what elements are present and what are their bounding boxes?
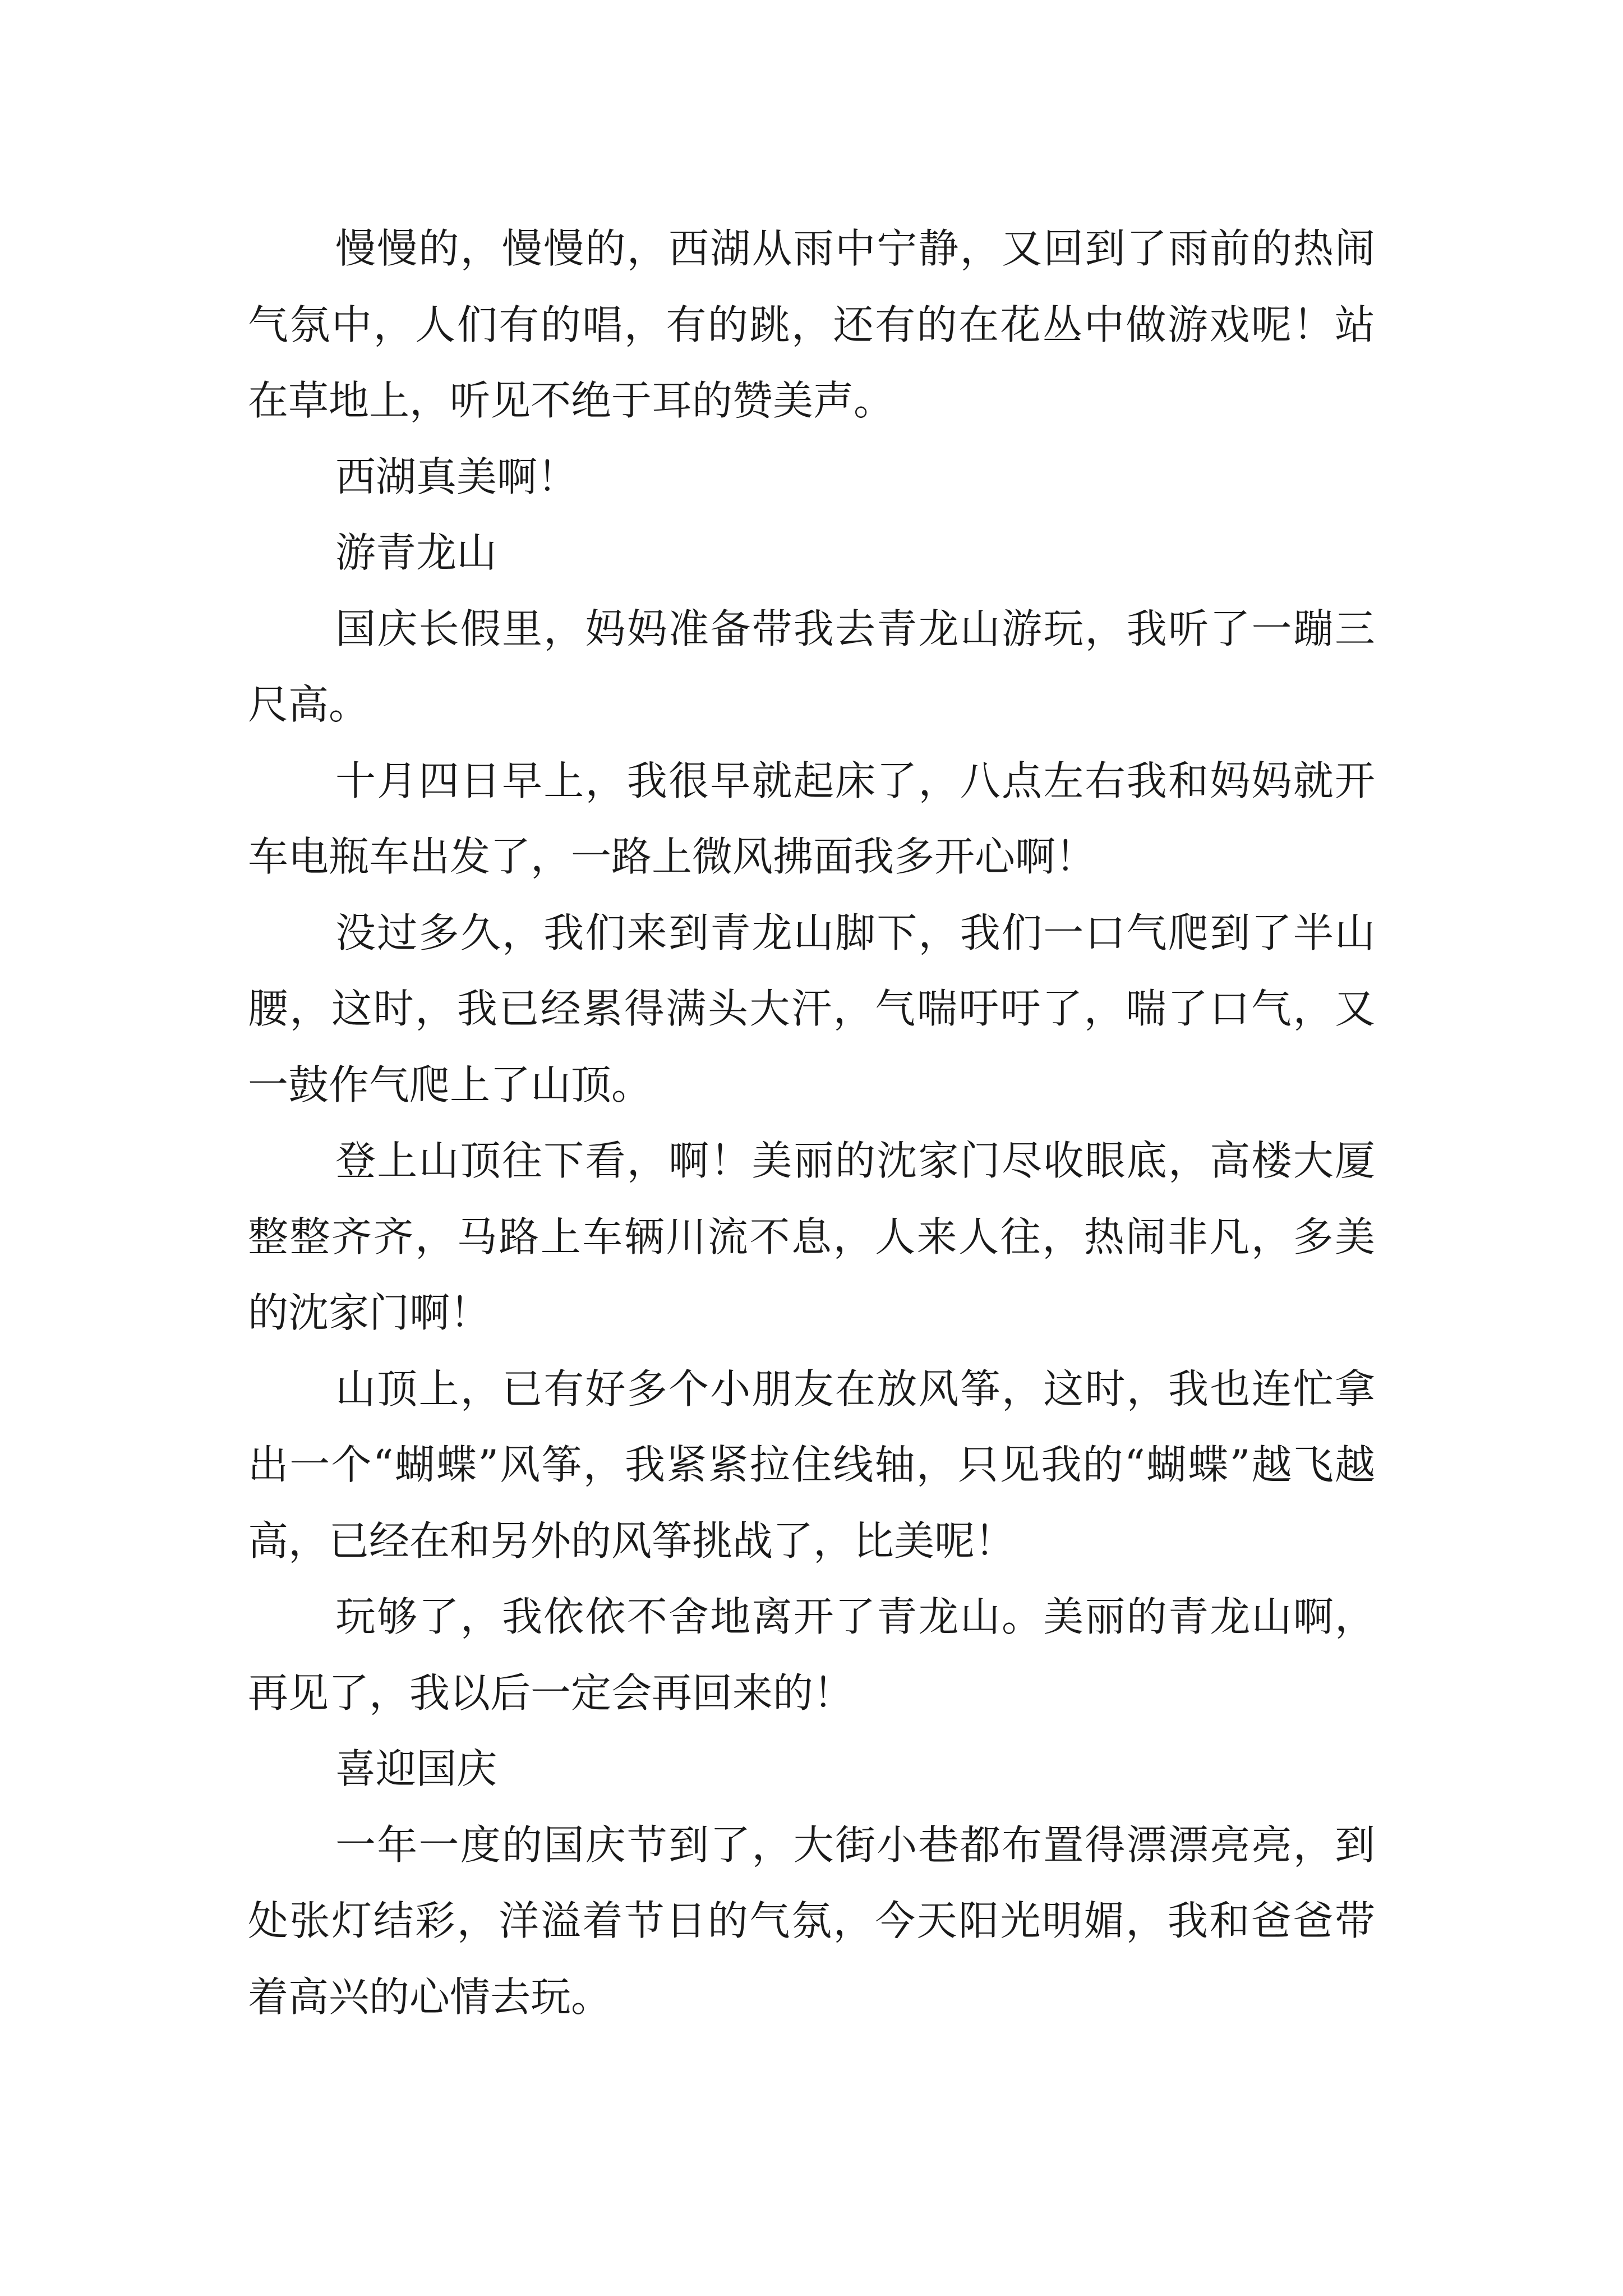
paragraph: 一年一度的国庆节到了，大街小巷都布置得漂漂亮亮，到处张灯结彩，洋溢着节日的气氛，今天阳光明媚，我和爸爸带着高兴的心情去玩。 (248, 1821, 1375, 2021)
paragraph: 登上山顶往下看，啊！美丽的沈家门尽收眼底，高楼大厦整整齐齐，马路上车辆川流不息，人来人往，热闹非凡，多美的沈家门啊！ (248, 1137, 1375, 1336)
paragraph: 国庆长假里，妈妈准备带我去青龙山游玩，我听了一蹦三尺高。 (248, 605, 1375, 728)
paragraph: 慢慢的，慢慢的，西湖从雨中宁静，又回到了雨前的热闹气氛中，人们有的唱，有的跳，还有的在花丛中做游戏呢！站在草地上，听见不绝于耳的赞美声。 (248, 225, 1375, 424)
paragraph: 西湖真美啊！ (335, 453, 578, 500)
paragraph: 玩够了，我依依不舍地离开了青龙山。美丽的青龙山啊，再见了，我以后一定会再回来的！ (248, 1593, 1375, 1717)
document-body (248, 211, 1375, 2035)
paragraph: 没过多久，我们来到青龙山脚下，我们一口气爬到了半山腰，这时，我已经累得满头大汗，气喘吁吁了，喘了口气，又一鼓作气爬上了山顶。 (248, 909, 1375, 1108)
section-title: 喜迎国庆 (335, 1745, 497, 1792)
paragraph: 山顶上，已有好多个小朋友在放风筝，这时，我也连忙拿出一个“蝴蝶”风筝，我紧紧拉住线轴，只见我的“蝴蝶”越飞越高，已经在和另外的风筝挑战了，比美呢！ (248, 1365, 1375, 1565)
section-title: 游青龙山 (335, 529, 497, 576)
paragraph: 十月四日早上，我很早就起床了，八点左右我和妈妈就开车电瓶车出发了，一路上微风拂面我多开心啊！ (248, 757, 1375, 880)
